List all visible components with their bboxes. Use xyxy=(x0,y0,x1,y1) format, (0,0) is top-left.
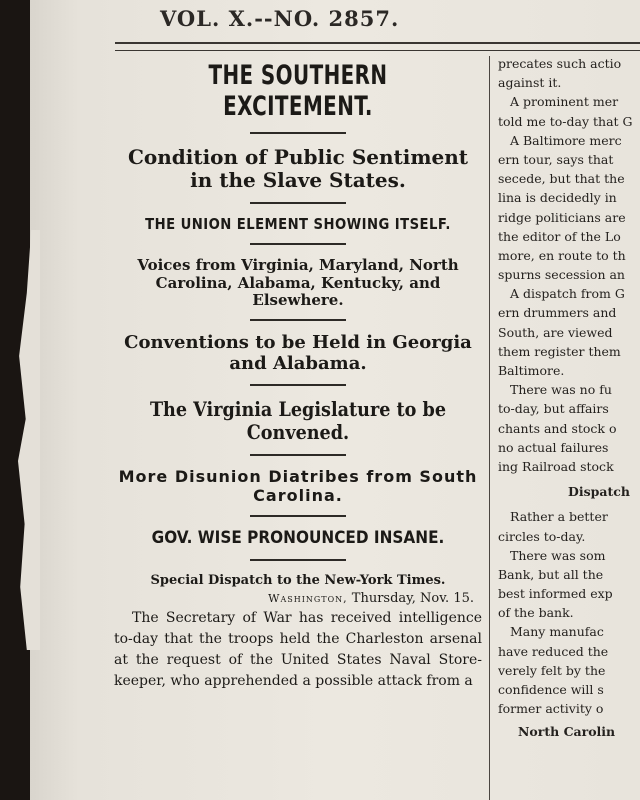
right-column-line: ern tour, says that xyxy=(498,151,614,167)
volume-number: VOL. X.--NO. 2857. xyxy=(160,6,400,31)
right-column-line: secede, but that the xyxy=(498,171,625,187)
right-column-line: ern drummers and xyxy=(498,305,617,321)
dispatch-line: Special Dispatch to the New-York Times. xyxy=(150,572,446,588)
torn-page-edge xyxy=(18,230,40,650)
right-column-line: told me to-day that G xyxy=(498,113,633,129)
right-column-line: Baltimore. xyxy=(498,363,565,378)
right-column-line: A dispatch from G xyxy=(510,286,625,302)
right-column-line: precates such actio xyxy=(498,56,622,71)
right-column-line: Bank, but all the xyxy=(498,566,604,582)
headline-union-element: THE UNION ELEMENT SHOWING ITSELF. xyxy=(145,215,451,234)
headline-public-sentiment: Condition of Public Sentiment in the Slave States. xyxy=(127,145,469,193)
headline-separator xyxy=(250,132,346,134)
dateline xyxy=(108,591,488,606)
headline-separator xyxy=(250,515,346,517)
right-column-line: to-day, but affairs xyxy=(498,401,609,417)
right-column-line: There was som xyxy=(510,547,606,563)
headline-separator xyxy=(250,243,346,245)
right-column-line: the editor of the Lo xyxy=(498,228,621,244)
headline-southern-excitement: THE SOUTHERN EXCITEMENT. xyxy=(208,60,388,123)
right-column-line: ridge politicians are xyxy=(498,209,626,225)
right-column-line: Rather a better xyxy=(510,509,608,525)
dateline-city: Washington, xyxy=(268,591,348,605)
right-column-line: them register them xyxy=(498,343,621,359)
right-column-line: Many manufac xyxy=(510,624,604,640)
right-column-line: circles to-day. xyxy=(498,528,586,544)
right-column-line: former activity o xyxy=(498,701,604,717)
headline-virginia-legislature: The Virginia Legislature to be Convened. xyxy=(149,397,447,445)
article-body: The Secretary of War has received intelligence to-day that the troops held the Charleston arsenal at the request of the United States Naval Store-keeper, who apprehended a possible attack from a xyxy=(114,609,482,689)
headline-separator xyxy=(250,384,346,386)
column-divider xyxy=(489,56,490,800)
right-column-line: more, en route to th xyxy=(498,247,626,263)
headline-conventions: Conventions to be Held in Georgia and Alabama. xyxy=(124,332,472,374)
dateline-date: Thursday, Nov. 15. xyxy=(351,590,474,606)
right-column-line: confidence will s xyxy=(498,682,604,698)
right-column-line: There was no fu xyxy=(510,382,612,398)
top-rule xyxy=(115,42,640,51)
right-column-subhead: Dispatch xyxy=(568,484,630,500)
headline-disunion-diatribes: More Disunion Diatribes from South Carolina. xyxy=(118,467,478,505)
right-column-line: have reduced the xyxy=(498,643,609,659)
right-column-line: spurns secession an xyxy=(498,267,625,283)
right-column-line: of the bank. xyxy=(498,605,574,621)
right-column-line: against it. xyxy=(498,75,562,91)
headline-voices: Voices from Virginia, Maryland, North Carolina, Alabama, Kentucky, and Elsewhere. xyxy=(137,256,459,309)
main-column xyxy=(108,56,488,700)
right-column-line: best informed exp xyxy=(498,586,613,602)
right-column xyxy=(498,54,640,800)
right-column-line: chants and stock o xyxy=(498,420,617,436)
right-column-line: ing Railroad stock xyxy=(498,458,614,474)
right-column-line: A Baltimore merc xyxy=(510,132,622,148)
headline-separator xyxy=(250,454,346,456)
right-column-line: no actual failures xyxy=(498,439,609,455)
right-column-subhead: North Carolin xyxy=(518,724,616,740)
right-column-line: verely felt by the xyxy=(498,662,606,678)
headline-separator xyxy=(250,319,346,321)
headline-separator xyxy=(250,559,346,561)
right-column-line: A prominent mer xyxy=(510,94,619,110)
headline-separator xyxy=(250,202,346,204)
right-column-line: lina is decidedly in xyxy=(498,190,617,206)
headline-gov-wise: GOV. WISE PRONOUNCED INSANE. xyxy=(151,528,445,549)
right-column-line: South, are viewed xyxy=(498,324,613,340)
